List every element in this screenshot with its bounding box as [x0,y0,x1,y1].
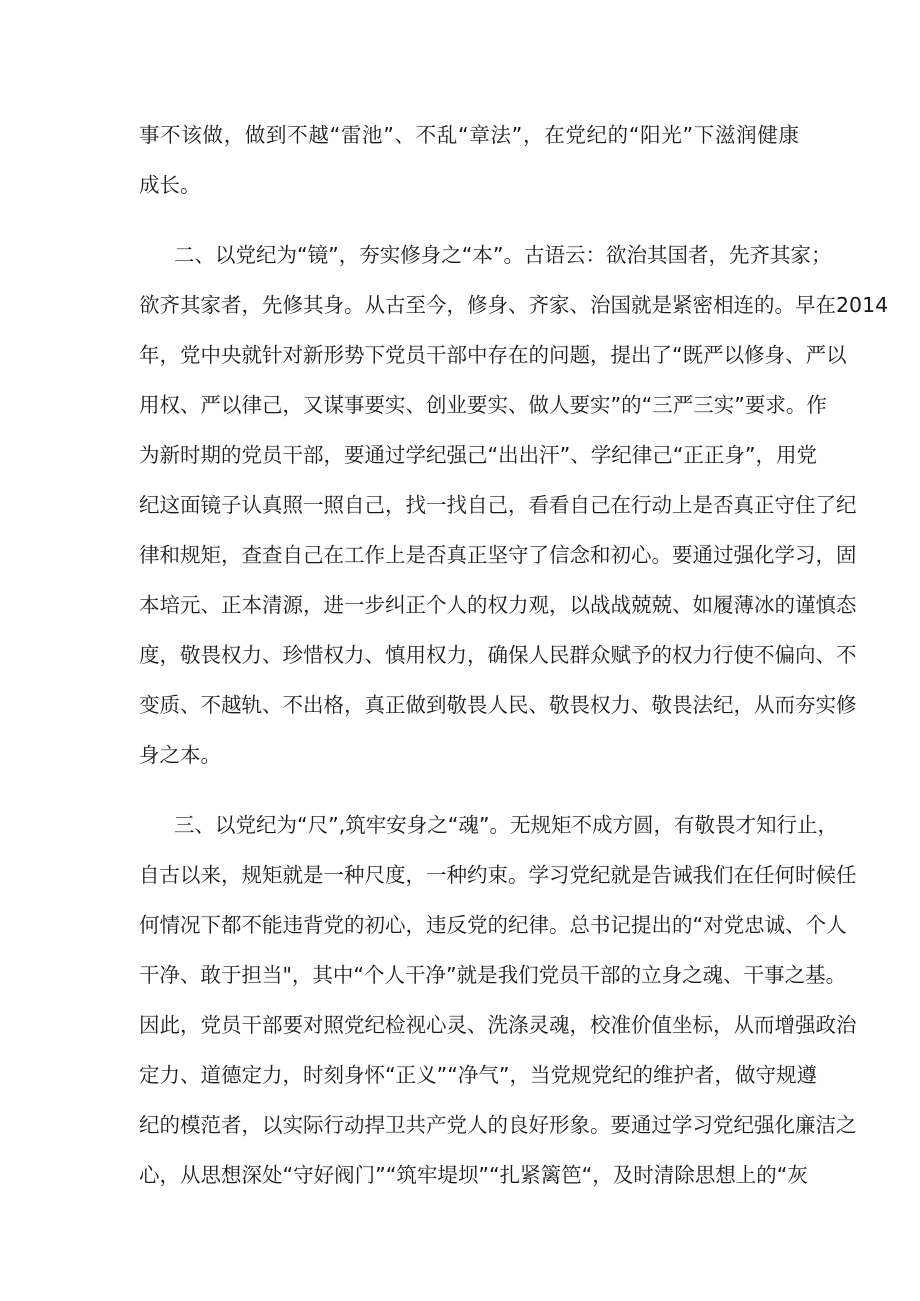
text-line: 变质、不越轨、不出格，真正做到敬畏人民、敬畏权力、敬畏法纪，从而夯实修 [139,693,857,717]
text-line: 因此，党员干部要对照党纪检视心灵、洗涤灵魂，校准价值坐标，从而增强政治 [139,1013,857,1037]
text-line: 纪的模范者，以实际行动捍卫共产党人的良好形象。要通过学习党纪强化廉洁之 [139,1113,857,1137]
text-line: 度，敬畏权力、珍惜权力、慎用权力，确保人民群众赋予的权力行使不偏向、不 [139,643,857,667]
paragraph-heading-line: 二、以党纪为“镜”，夯实修身之“本”。古语云：欲治其国者，先齐其家； [174,243,832,267]
text-line: 干净、敢于担当"，其中“个人干净”就是我们党员干部的立身之魂、干事之基。 [139,963,847,987]
text-line: 定力、道德定力，时刻身怀“正义”“净气”，当党规党纪的维护者，做守规遵 [139,1063,817,1087]
text-line: 成长。 [139,173,201,197]
text-line: 律和规矩，查查自己在工作上是否真正坚守了信念和初心。要通过强化学习，固 [139,543,857,567]
text-line: 身之本。 [139,743,221,767]
text-line: 年，党中央就针对新形势下党员干部中存在的问题，提出了“既严以修身、严以 [139,343,847,367]
text-line: 为新时期的党员干部，要通过学纪强己“出出汗”、学纪律己“正正身”，用党 [139,443,817,467]
text-line: 自古以来，规矩就是一种尺度，一种约束。学习党纪就是告诫我们在任何时候任 [139,863,857,887]
text-line: 事不该做，做到不越“雷池”、不乱“章法”，在党纪的“阳光”下滋润健康 [139,123,799,147]
paragraph-heading-line: 三、以党纪为“尺”,筑牢安身之“魂”。无规矩不成方圆，有敬畏才知行止， [174,813,838,837]
text-line: 何情况下都不能违背党的初心，违反党的纪律。总书记提出的“对党忠诚、个人 [139,913,847,937]
text-line: 用权、严以律己，又谋事要实、创业要实、做人要实”的“三严三实”要求。作 [139,393,827,417]
text-line: 欲齐其家者，先修其身。从古至今，修身、齐家、治国就是紧密相连的。早在2014 [139,293,889,317]
text-line: 纪这面镜子认真照一照自己，找一找自己，看看自己在行动上是否真正守住了纪 [139,493,857,517]
text-line: 心，从思想深处“守好阀门”“筑牢堤坝”“扎紧篱笆“，及时清除思想上的“灰 [139,1163,808,1187]
text-line: 本培元、正本清源，进一步纠正个人的权力观，以战战兢兢、如履薄冰的谨慎态 [139,593,857,617]
